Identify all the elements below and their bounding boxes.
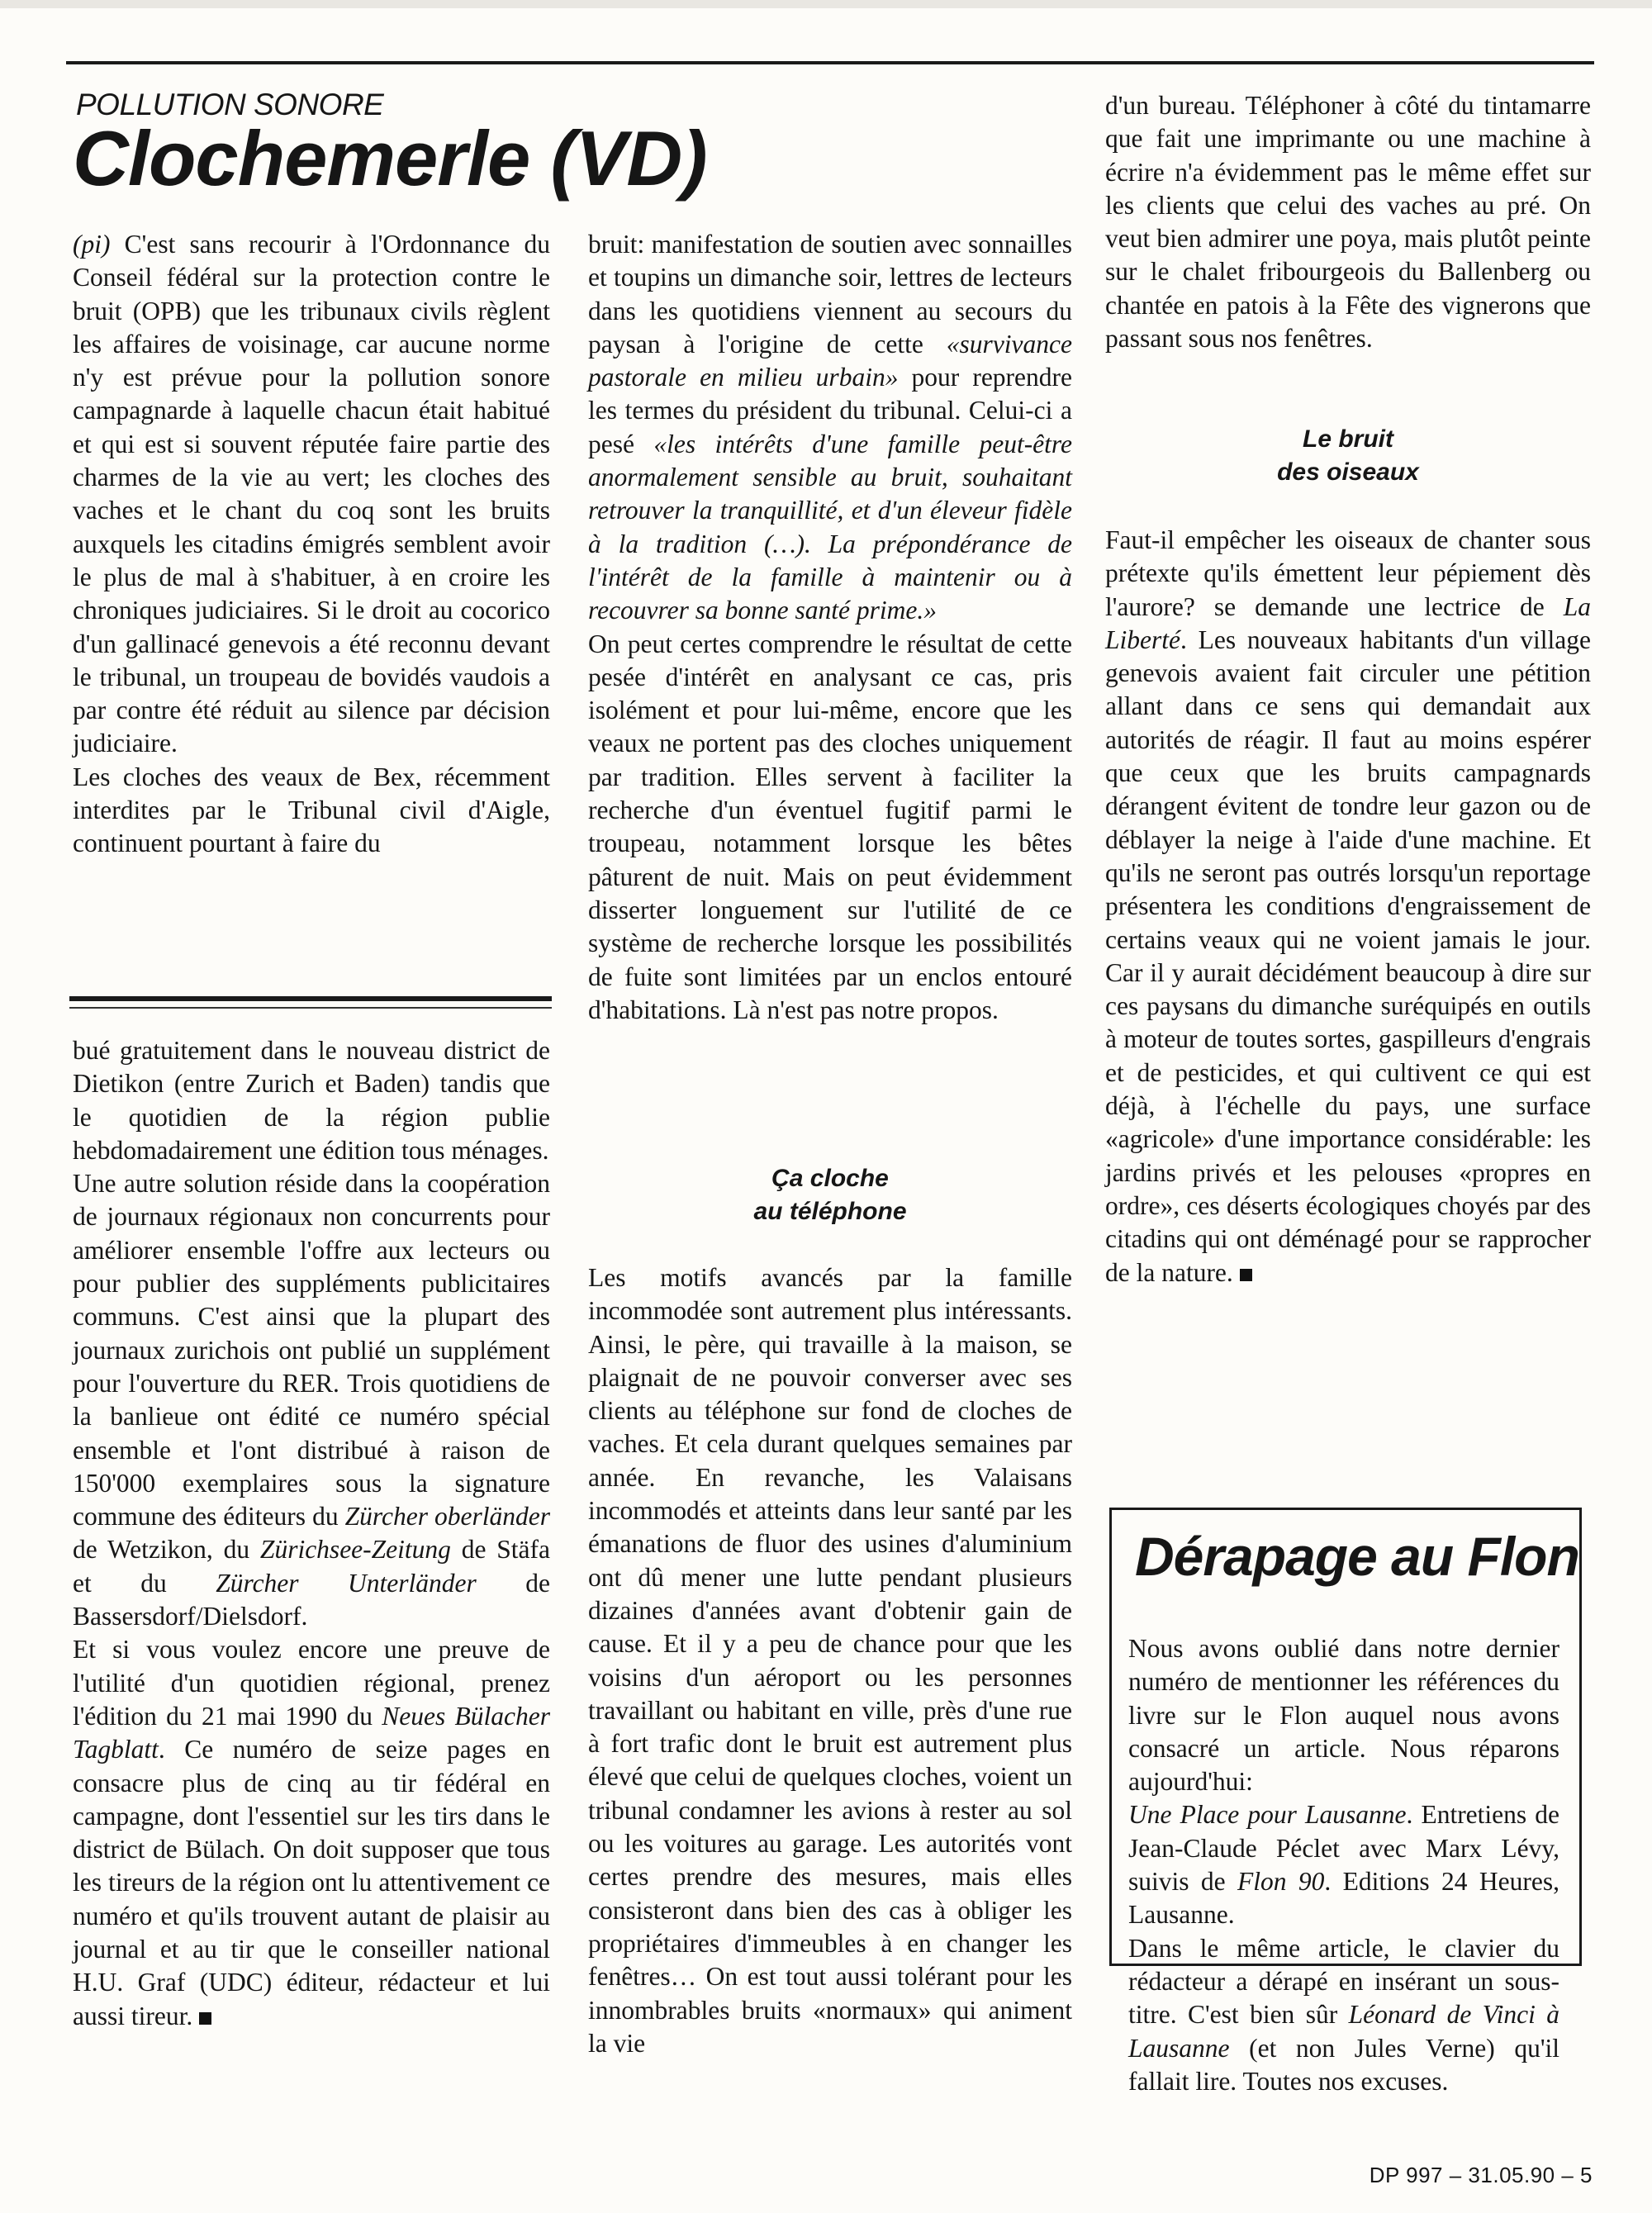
subheading-birds: Le bruit des oiseaux: [1277, 425, 1419, 486]
box-paragraph: Nous avons oublié dans notre dernier numéro de mentionner les références du livre sur le Flon auquel nous avons consacré un article. Nous réparons aujourd'hui:: [1128, 1634, 1559, 1797]
article-title: Clochemerle (VD): [73, 115, 707, 202]
article-paragraph: d'un bureau. Téléphoner à côté du tintamarre que fait une imprimante ou une machine à écrire n'a évidemment pas le même effet sur les clients que celui des vaches au pré. On veut bien admirer une poya, mais plutôt peinte sur le chalet fribourgeois du Ballenberg ou chantée en patois à la Fête des vignerons que passant sous nos fenêtres.: [1105, 91, 1591, 354]
separator-rule: [69, 996, 552, 1001]
continued-paragraph: Une autre solution réside dans la coopération de journaux régionaux non concurrents pour améliorer ensemble l'offre aux lecteurs ou pour publier des suppléments publicitaires communs. C'est ainsi que la plupart des journaux zurichois ont publié un supplément pour l'ouverture du RER. Trois quotidiens de la banlieue ont édité ce numéro spécial ensemble et l'ont distribué à raison de 150'000 exemplaires sous la signature commune des éditeurs du Zürcher oberländer de Wetzikon, du Zürichsee-Zeitung de Stäfa et du Zürcher Unterländer de Bassersdorf/Dielsdorf.: [73, 1169, 551, 1631]
article-paragraph: Faut-il empêcher les oiseaux de chanter sous prétexte qu'ils émettent leur pépiement dès l'aurore? se demande une lectrice de La Liberté. Les nouveaux habitants d'un village genevois avaient fait circuler une pétition allant dans ce sens qui demandait aux autorités de réagir. Il faut au moins espérer que ceux que les bruits campagnards dérangent évitent de tondre leur gazon ou de déblayer la neige à l'aide d'une machine. Et qu'ils ne seront pas outrés lorsqu'un reportage présentera les conditions d'engraissement de certains veaux qui ne voient jamais le jour. Car il y aurait décidément beaucoup à dire sur ces paysans du dimanche suréquipés en outils à moteur de toutes sortes, gaspilleurs d'engrais et de pesticides, et qui cultivent ce qui est déjà, à l'échelle du pays, une surface «agricole» d'une importance considérable: les jardins privés et les pelouses «propres en ordre», ces déserts écologiques choyés par des citadins qui ont déménagé pour se rapprocher de la nature.: [1105, 525, 1591, 1287]
article-column-2-lower: [588, 1261, 1072, 2060]
box-paragraph: Dans le même article, le clavier du rédacteur a dérapé en insérant un sous-titre. C'est bien sûr Léonard de Vinci à Lausanne (et non Jules Verne) qu'il fallait lire. Toutes nos excuses.: [1128, 1933, 1559, 2096]
page-folio: DP 997 – 31.05.90 – 5: [1369, 2163, 1593, 2187]
continued-paragraph: Et si vous voulez encore une preuve de l'utilité d'un quotidien régional, prenez l'édition du 21 mai 1990 du Neues Bülacher Tagblatt. Ce numéro de seize pages en consacre plus de cinq au tir fédéral en campagne, dont l'essentiel sur les tirs dans le district de Bülach. On doit supposer que tous les tireurs de la région ont lu attentivement ce numéro et qu'ils trouvent autant de plaisir au journal et au tir que le conseiller national H.U. Graf (UDC) éditeur, rédacteur et lui aussi tireur.: [73, 1635, 550, 2030]
subheading-telephone: Ça cloche au téléphone: [753, 1165, 907, 1225]
page-top-edge: [0, 0, 1652, 8]
end-of-article-icon: [1240, 1269, 1252, 1281]
article-column-1: [73, 228, 550, 861]
author-initials: (pi): [73, 230, 111, 259]
article-paragraph: bruit: manifestation de soutien avec sonnailles et toupins un dimanche soir, lettres de lecteurs dans les quotidiens viennent au secours du paysan à l'origine de cette «survivance pastorale en milieu urbain» pour reprendre les termes du président du tribunal. Celui-ci a pesé «les intérêts d'une famille peut-être anormalement sensible au bruit, souhaitant retrouver la tranquillité, et d'un éleveur fidèle à la tradition (…). La prépondérance de l'intérêt de la famille à maintenir ou à recouvrer sa bonne santé prime.»: [588, 230, 1072, 625]
top-rule: [66, 61, 1594, 64]
article-paragraph: Les motifs avancés par la famille incommodée sont autrement plus intéressants. Ainsi, le père, qui travaille à la maison, se plaignait de ne pouvoir converser avec ses clients au téléphone sur fond de cloches de vaches. Et cela durant quelques semaines par année. En revanche, les Valaisans incommodés et atteints dans leur santé par les émanations de fluor des usines d'aluminium ont dû mener une lutte pendant plusieurs dizaines d'années avant d'obtenir gain de cause. Et il y a peu de chance pour que les voisins d'un aéroport ou les personnes travaillant ou habitant en ville, près d'une rue à fort trafic dont le bruit est autrement plus élevé que celui de quelques cloches, voient un tribunal condamner les avions à rester au sol ou les voitures au garage. Les autorités vont certes prendre des mesures, mais elles consisteront dans bien des cas à obliger les propriétaires d'immeubles à en changer les fenêtres… On est tout aussi tolérant pour les innombrables bruits «normaux» qui animent la vie: [588, 1263, 1072, 2058]
box-paragraph: Une Place pour Lausanne. Entretiens de Jean-Claude Péclet avec Marx Lévy, suivis de Flon 90. Editions 24 Heures, Lausanne.: [1128, 1800, 1559, 1930]
section-kicker: POLLUTION SONORE: [76, 88, 384, 121]
end-of-article-icon: [199, 2012, 211, 2025]
box-text: [1128, 1632, 1559, 2098]
article-column-2: [588, 228, 1072, 1027]
separator-rule-thin: [69, 1007, 552, 1009]
article-paragraph: (pi) C'est sans recourir à l'Ordonnance du Conseil fédéral sur la protection contre le bruit (OPB) que les tribunaux civils règlent les affaires de voisinage, car aucune norme n'y est prévue pour la pollution sonore campagnarde à laquelle chacun était habitué et qui est si souvent réputée faire partie des charmes de la vie au vert; les cloches des vaches et le chant du coq sont les bruits auxquels les citadins émigrés semblent avoir le plus de mal à s'habituer, à en croire les chroniques judiciaires. Si le droit au cocorico d'un gallinacé genevois a été reconnu devant le tribunal, un troupeau de bovidés vaudois a par contre été réduit au silence par décision judiciaire.: [73, 230, 550, 758]
continued-article-column: [73, 1034, 550, 2033]
article-column-3-lower: [1105, 524, 1591, 1289]
continued-paragraph: bué gratuitement dans le nouveau district de Dietikon (entre Zurich et Baden) tandis que le quotidien de la région publie hebdomadairement une édition tous ménages.: [73, 1036, 550, 1165]
article-paragraph: Les cloches des veaux de Bex, récemment interdites par le Tribunal civil d'Aigle, continuent pourtant à faire du: [73, 762, 550, 858]
article-column-3: [1105, 89, 1591, 355]
article-paragraph: On peut certes comprendre le résultat de cette pesée d'intérêt en analysant ce cas, pris isolément et pour lui-même, encore que les veaux ne portent pas des cloches uniquement par tradition. Elles servent à faciliter la recherche d'un éventuel fugitif parmi le troupeau, notamment lorsque les bêtes pâturent de nuit. Mais on peut évidemment disserter longuement sur l'utilité de ce système de recherche lorsque les possibilités de fuite sont limitées par un enclos entouré d'habitations. Là n'est pas notre propos.: [588, 629, 1072, 1024]
box-title: Dérapage au Flon: [1135, 1526, 1579, 1587]
correction-box: [1109, 1508, 1582, 2096]
